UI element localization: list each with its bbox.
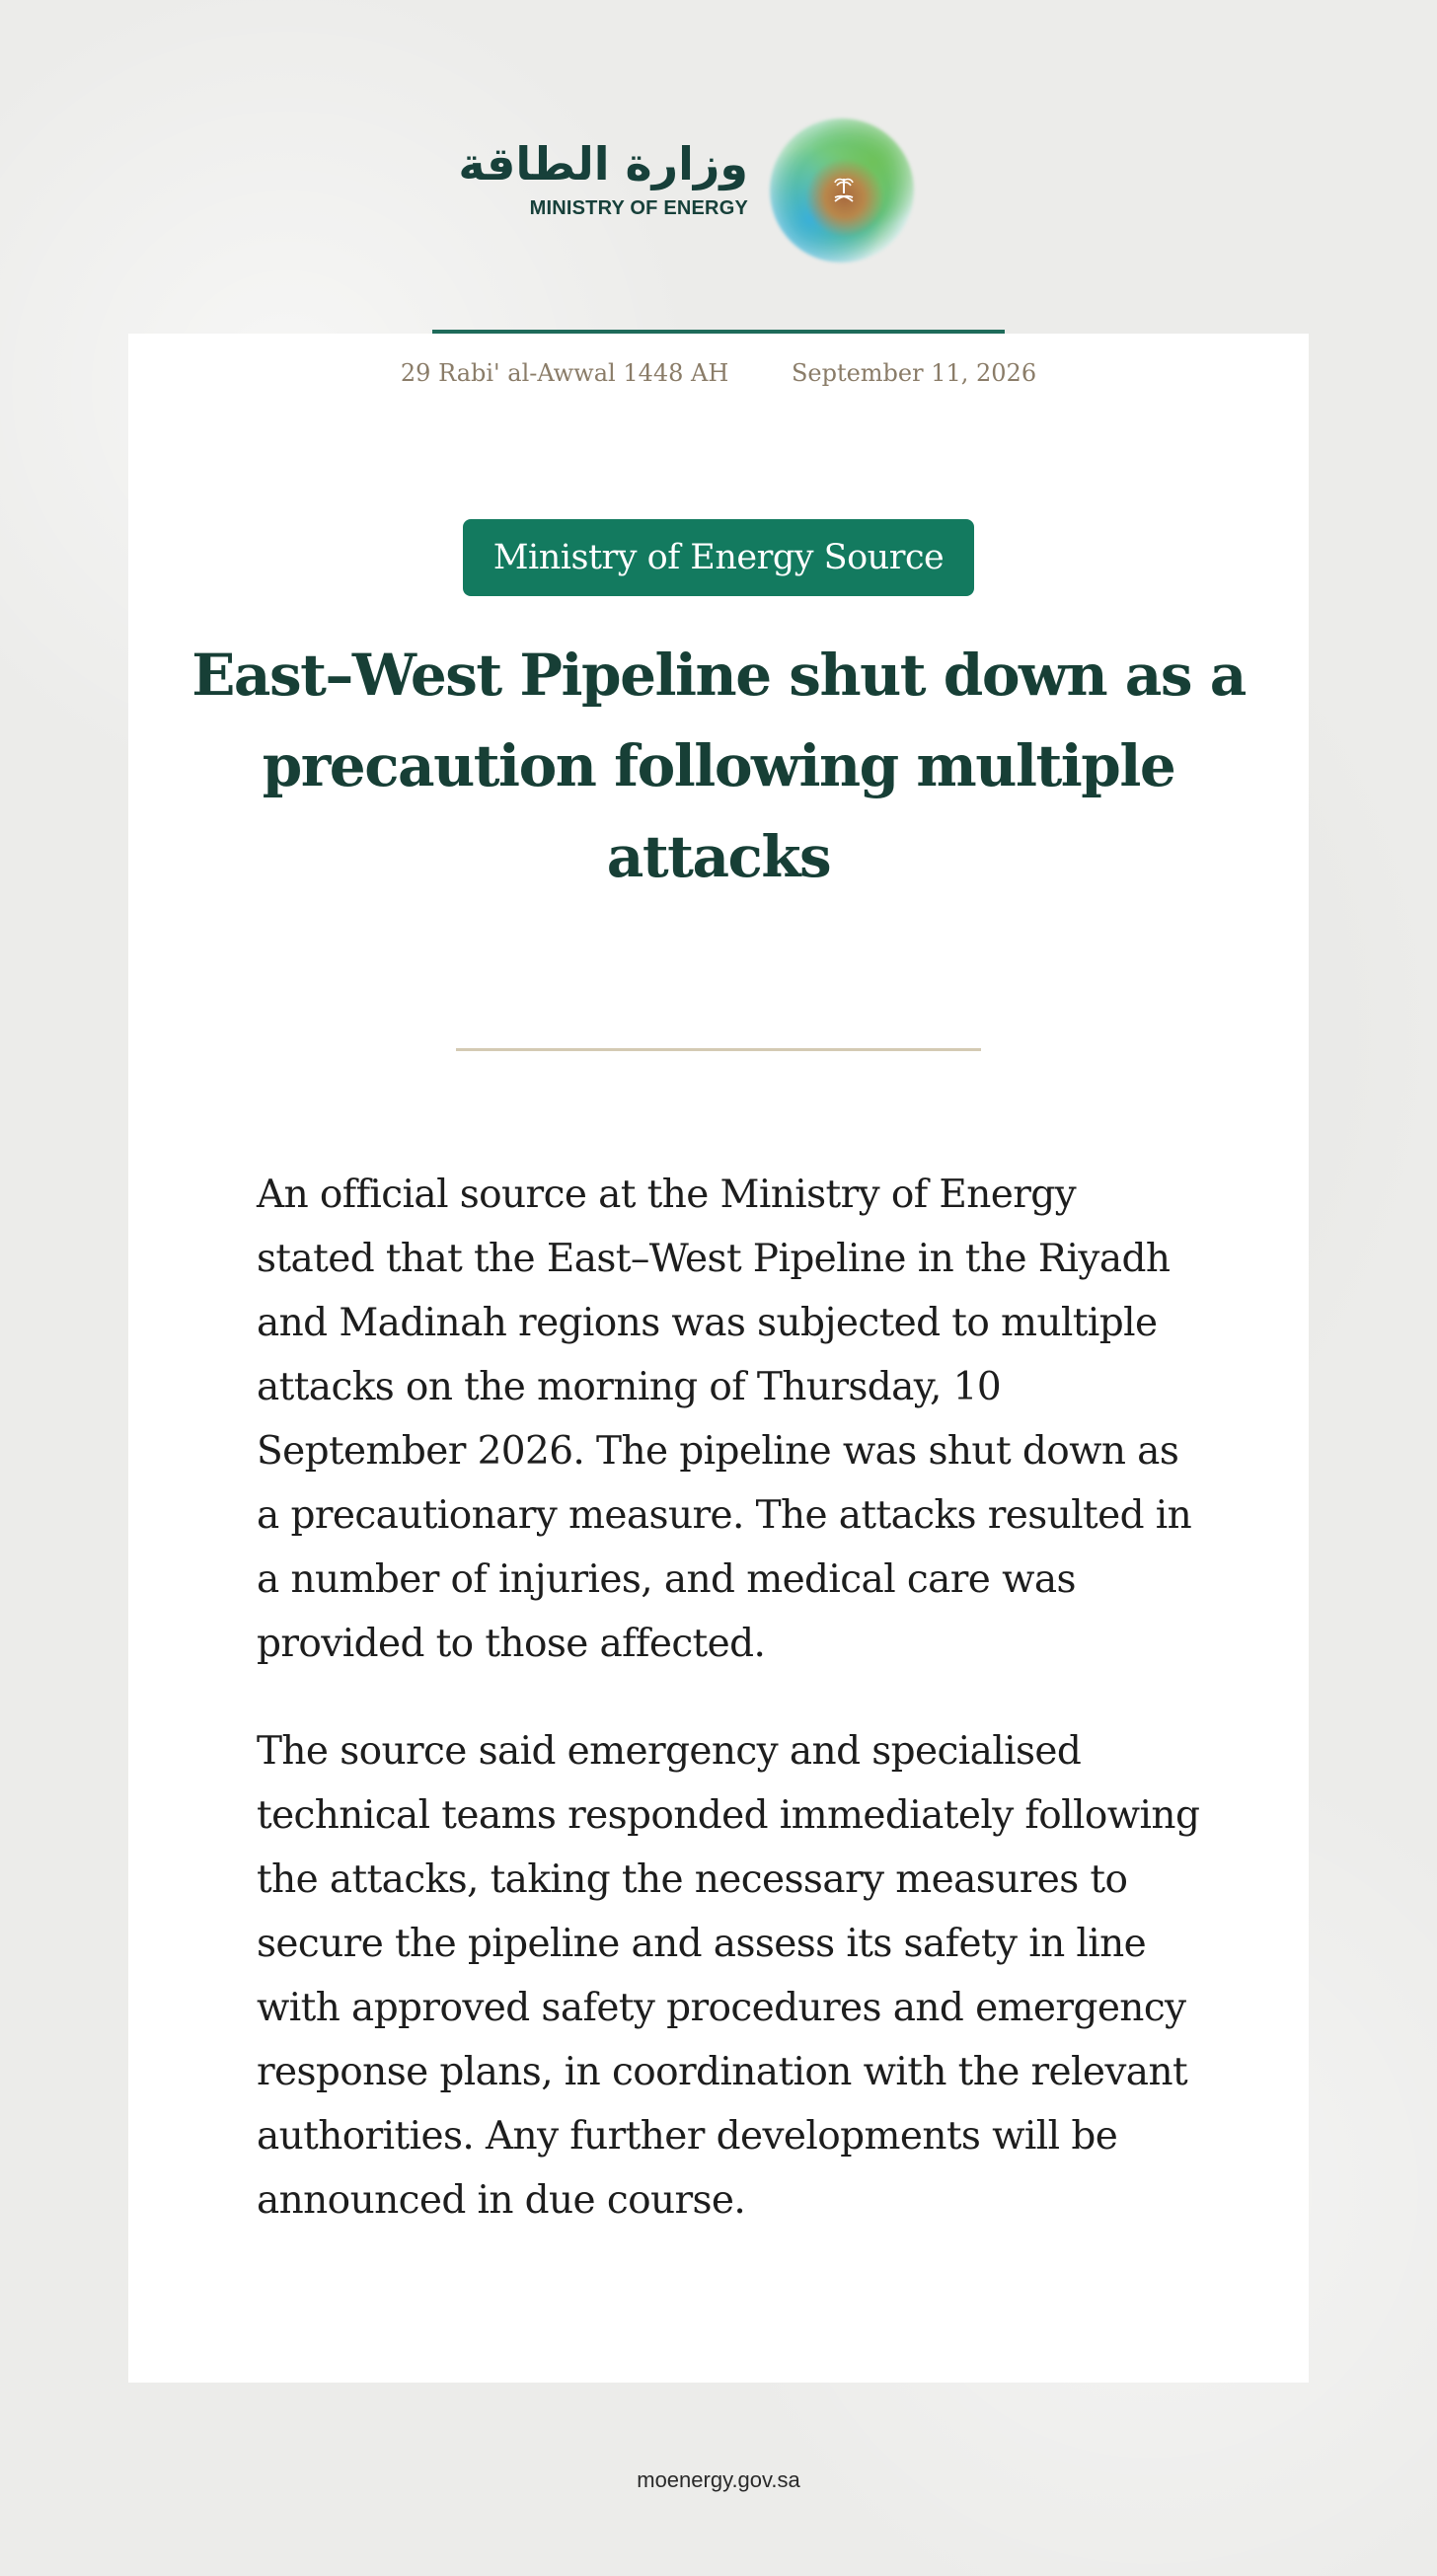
logo-english-name: MINISTRY OF ENERGY [529,197,748,219]
source-badge: Ministry of Energy Source [463,519,974,596]
logo-text [458,138,748,220]
section-divider [456,1048,981,1051]
body-paragraph-1: An official source at the Ministry of Energy stated that the East–West Pipeline in the Riyadh and Madinah regions was subjected to multiple attacks on the morning of Thursday, 10 September 2026. The pipeline was shut down as a precautionary measure. The attacks resulted in a number of injuries, and medical care was provided to those affected. [257,1173,1192,1666]
statement-card [128,334,1309,2383]
gregorian-date: September 11, 2026 [791,359,1037,387]
headline: East–West Pipeline shut down as a precaution following multiple attacks [191,642,1246,890]
footer-url: moenergy.gov.sa [637,2467,800,2492]
date-line [128,359,1309,387]
logo-arabic-name: وزارة الطاقة [458,137,748,190]
ministry-logo [458,116,922,265]
top-accent-rule [432,330,1005,334]
hijri-date: 29 Rabi' al-Awwal 1448 AH [400,359,729,387]
body-paragraph-2: The source said emergency and specialised technical teams responded immediately following the attacks, taking the necessary measures to secure the pipeline and assess its safety in line with approved safety procedures and emergency response plans, in coordination with the relevant authorities. Any further developments will be announced in due course. [257,1729,1200,2223]
palm-emblem-icon [831,176,857,205]
statement-body [257,1163,1204,2276]
